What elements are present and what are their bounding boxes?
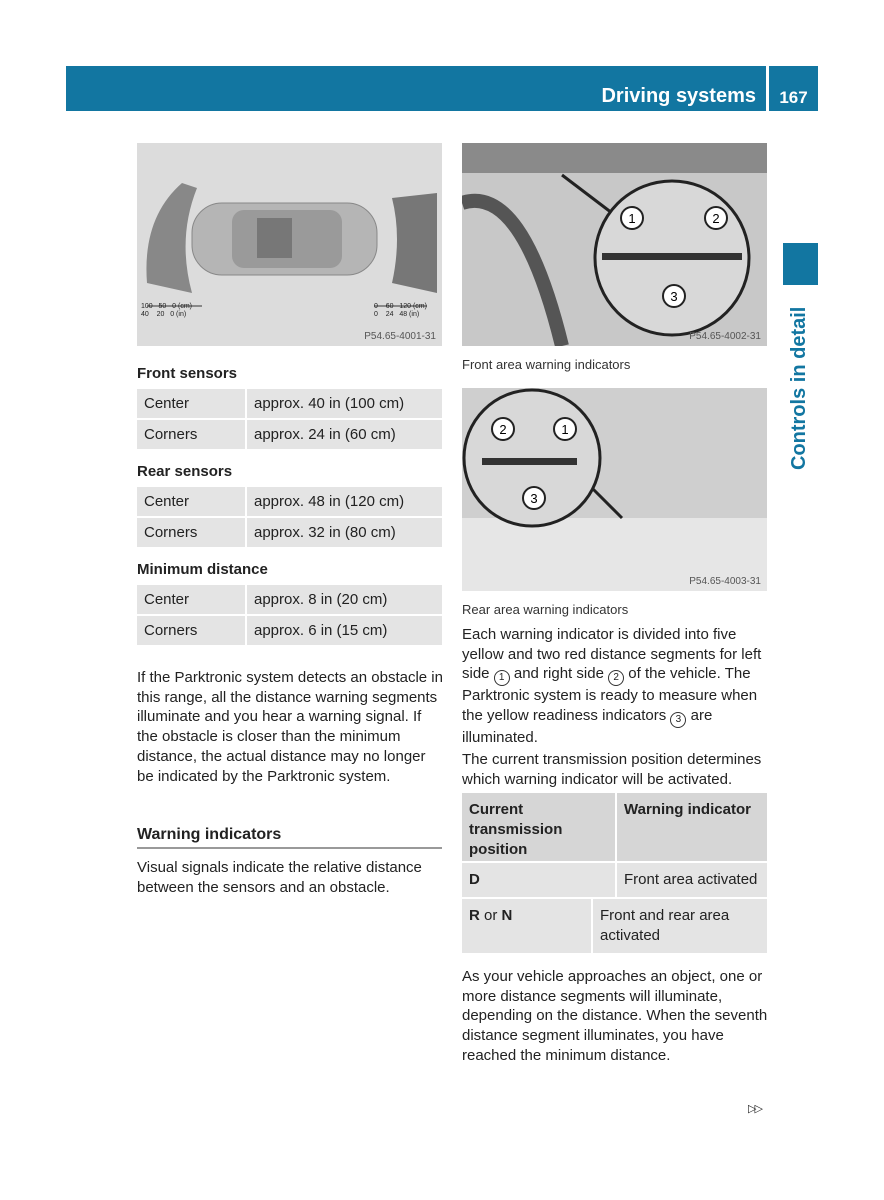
transmission-paragraph: The current transmission position determines which warning indicator will be activated. bbox=[462, 751, 762, 788]
svg-text:2: 2 bbox=[499, 422, 507, 437]
table-row: Corners approx. 24 in (60 cm) bbox=[137, 420, 442, 449]
svg-text:3: 3 bbox=[530, 491, 538, 506]
sensor-range-figure bbox=[137, 143, 442, 346]
rear-indicator-figure bbox=[462, 388, 767, 591]
table-row: Corners approx. 6 in (15 cm) bbox=[137, 616, 442, 645]
right-scale: 0 60 120 (cm) 0 24 48 (in) bbox=[374, 303, 427, 318]
front-sensors-table bbox=[137, 389, 442, 451]
figure-code: P54.65-4003-31 bbox=[689, 576, 761, 587]
page-number: 167 bbox=[779, 88, 808, 107]
indicator-paragraph: Each warning indicator is divided into five yellow and two red distance segments for left side 1 and right side 2 of the vehicle. The Parktronic system is ready to measure when the yellow readiness indicators 3 are illuminated. bbox=[462, 626, 762, 747]
approach-paragraph: As your vehicle approaches an object, one or more distance segments will illuminate, depending on the distance. When the seventh distance segment illuminates, you have reached the minimum distance. bbox=[462, 968, 768, 1064]
table-row: Center approx. 40 in (100 cm) bbox=[137, 389, 442, 418]
obstacle-paragraph: If the Parktronic system detects an obstacle in this range, all the distance warning segments illuminate and you hear a warning signal. If the obstacle is closer than the minimum distance, the actual distance may no longer be indicated by the Parktronic system. bbox=[137, 669, 443, 785]
continued-icon: ▷▷ bbox=[748, 1103, 761, 1115]
dashboard-illustration bbox=[462, 143, 767, 346]
rear-interior-illustration bbox=[462, 388, 767, 591]
front-indicator-figure bbox=[462, 143, 767, 346]
svg-text:3: 3 bbox=[670, 289, 678, 304]
warning-paragraph: Visual signals indicate the relative distance between the sensors and an obstacle. bbox=[137, 859, 422, 896]
figure-caption: Front area warning indicators bbox=[462, 357, 631, 372]
table-row: Center approx. 8 in (20 cm) bbox=[137, 585, 442, 614]
front-sensors-heading: Front sensors bbox=[137, 365, 238, 382]
rear-sensors-heading: Rear sensors bbox=[137, 463, 233, 480]
table-row: Corners approx. 32 in (80 cm) bbox=[137, 518, 442, 547]
min-distance-heading: Minimum distance bbox=[137, 561, 268, 578]
table-header: Current transmission position Warning indicator bbox=[462, 793, 767, 861]
warning-indicators-heading: Warning indicators bbox=[137, 826, 442, 849]
left-scale: 100 50 0 (cm) 40 20 0 (in) bbox=[141, 303, 193, 318]
svg-text:1: 1 bbox=[561, 422, 569, 437]
section-title: Driving systems bbox=[601, 85, 756, 107]
page-header bbox=[66, 66, 818, 111]
chapter-title: Controls in detail bbox=[788, 306, 810, 470]
figure-code: P54.65-4002-31 bbox=[689, 331, 761, 342]
min-distance-table bbox=[137, 585, 442, 647]
table-row: D Front area activated bbox=[462, 863, 767, 897]
transmission-table bbox=[462, 793, 767, 955]
svg-text:2: 2 bbox=[712, 211, 720, 226]
chapter-tab bbox=[783, 243, 818, 285]
figure-caption: Rear area warning indicators bbox=[462, 602, 629, 617]
table-row: Center approx. 48 in (120 cm) bbox=[137, 487, 442, 516]
figure-code: P54.65-4001-31 bbox=[364, 331, 436, 342]
rear-sensors-table bbox=[137, 487, 442, 549]
svg-text:1: 1 bbox=[628, 211, 636, 226]
table-row: R or N Front and rear area activated bbox=[462, 899, 767, 953]
